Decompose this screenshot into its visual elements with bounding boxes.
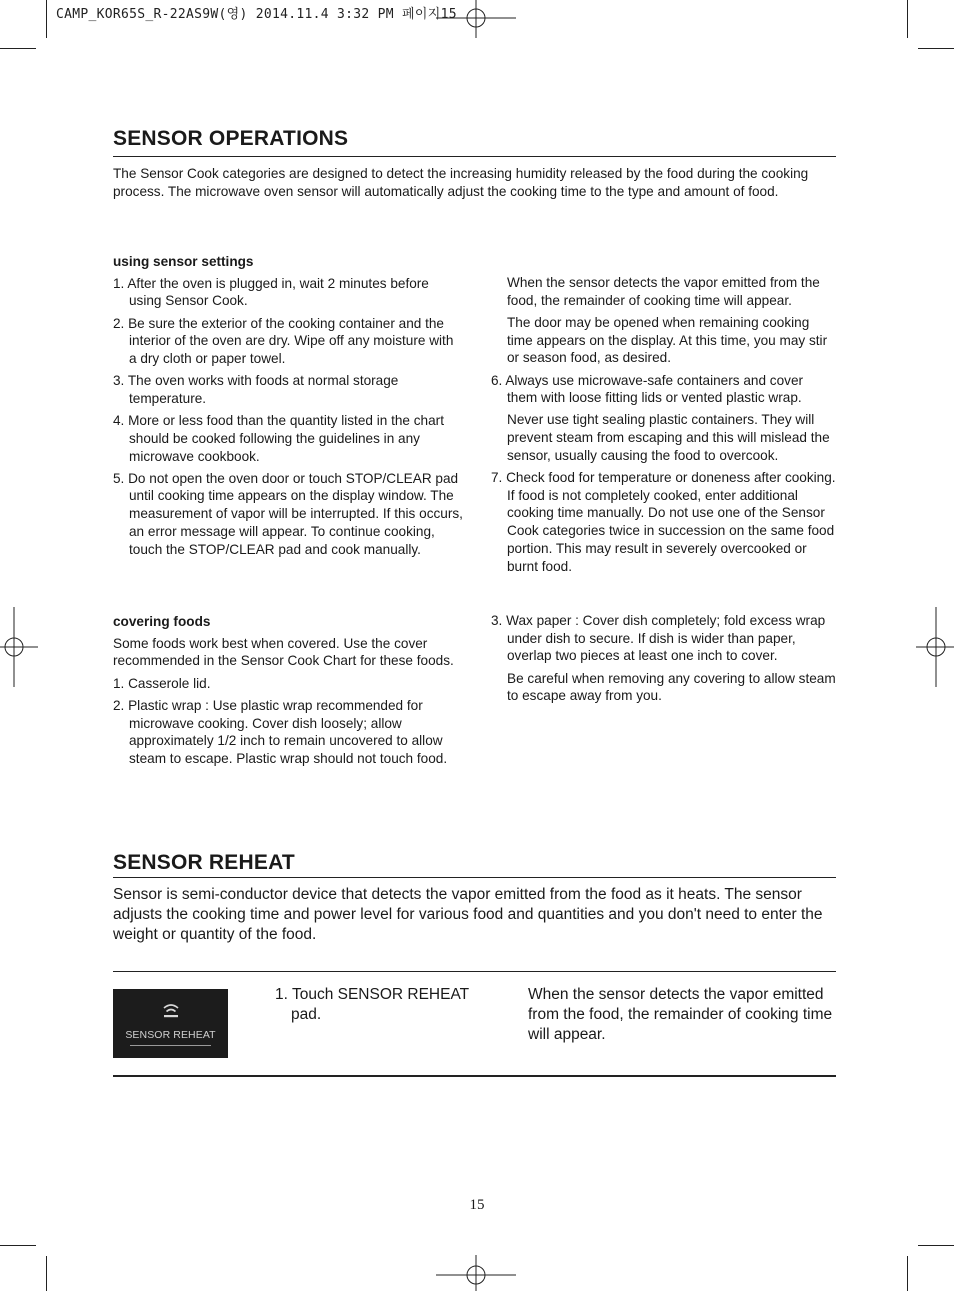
continuation-paragraph: The door may be opened when remaining cooking time appears on the display. At this time, you may stir or season food, as desired. xyxy=(507,314,828,366)
sensor-reheat-intro: Sensor is semi-conductor device that detects the vapor emitted from the food as it heats. The sensor adjusts the cooking time and power level for various food and quantities and you don't need to enter the weight or quantity of the food. xyxy=(113,886,823,943)
list-item: 4. More or less food than the quantity listed in the chart should be cooked following the guidelines in any microwave cookbook. xyxy=(113,413,444,464)
sensor-reheat-step xyxy=(275,985,490,1030)
button-underline xyxy=(130,1045,211,1046)
using-sensor-settings-left xyxy=(113,253,463,563)
list-item: 1. Casserole lid. xyxy=(113,675,211,691)
steam-icon xyxy=(161,999,181,1021)
table-top-rule xyxy=(113,971,836,972)
table-bottom-rule xyxy=(113,1075,836,1077)
sensor-operations-intro: The Sensor Cook categories are designed to detect the increasing humidity released by the food during the cooking process. The microwave oven sensor will automatically adjust the cooking time to the type and amount of food. xyxy=(113,166,809,199)
list-item: 3. Wax paper : Cover dish completely; fold excess wrap under dish to secure. If dish is wider than paper, overlap two pieces at least one inch to cover. xyxy=(491,613,826,664)
using-sensor-settings-right xyxy=(491,274,836,580)
list-item: 5. Do not open the oven door or touch STOP/CLEAR pad until cooking time appears on the display window. The measurement of vapor will be interrupted. If this occurs, an error message will appear. To continue cooking, touch the STOP/CLEAR pad and cook manually. xyxy=(113,470,463,557)
list-item: 2. Be sure the exterior of the cooking container and the interior of the oven are dry. Wipe off any moisture with a dry cloth or paper towel. xyxy=(113,315,454,367)
covering-foods-left xyxy=(113,613,463,772)
list-item: 3. The oven works with foods at normal storage temperature. xyxy=(113,373,399,406)
list-item: 2. Plastic wrap : Use plastic wrap recommended for microwave cooking. Cover dish loosely; allow approximately 1/2 inch to remain uncovered to allow steam to escape. Plastic wrap should not touch food. xyxy=(113,697,448,766)
subheading-using-sensor-settings: using sensor settings xyxy=(113,254,254,269)
page-number: 15 xyxy=(469,1197,485,1213)
covering-foods-intro: Some foods work best when covered. Use the cover recommended in the Sensor Cook Chart for these foods. xyxy=(113,635,454,669)
list-item: 7. Check food for temperature or doneness after cooking. If food is not completely cooked, enter additional cooking time manually. Do not use one of the Sensor Cook categories twice in succession on the same food portion. This may result in severely overcooked or burnt food. xyxy=(491,470,836,574)
sensor-reheat-step-note: When the sensor detects the vapor emitted from the food, the remainder of cooking time will appear. xyxy=(528,986,833,1043)
continuation-paragraph: When the sensor detects the vapor emitted from the food, the remainder of cooking time will appear. xyxy=(507,275,820,308)
list-item: 6. Always use microwave-safe containers and cover them with loose fitting lids or vented plastic wrap. xyxy=(491,372,804,406)
list-item: 1. After the oven is plugged in, wait 2 minutes before using Sensor Cook. xyxy=(113,275,429,309)
sensor-reheat-button xyxy=(113,989,228,1058)
title-rule xyxy=(113,156,836,157)
continuation-paragraph: Never use tight sealing plastic containers. They will prevent steam from escaping and this will mislead the sensor, usually causing the food to overcook. xyxy=(507,412,830,463)
registration-mark-right xyxy=(914,607,954,687)
subheading-covering-foods: covering foods xyxy=(113,614,211,629)
print-file-info: CAMP_KOR65S_R-22AS9W(영) 2014.11.4 3:32 PM 페이지15 xyxy=(56,7,457,22)
continuation-paragraph: Be careful when removing any covering to allow steam to escape away from you. xyxy=(507,670,836,704)
sensor-reheat-button-label: SENSOR REHEAT xyxy=(125,1029,216,1041)
title-rule xyxy=(113,877,836,878)
covering-foods-right xyxy=(491,612,836,710)
section-title-sensor-operations: SENSOR OPERATIONS xyxy=(113,127,349,150)
section-title-sensor-reheat: SENSOR REHEAT xyxy=(113,851,295,874)
registration-mark-left xyxy=(0,607,40,687)
list-item: 1. Touch SENSOR REHEAT pad. xyxy=(275,986,469,1023)
registration-mark-bottom xyxy=(436,1255,516,1291)
